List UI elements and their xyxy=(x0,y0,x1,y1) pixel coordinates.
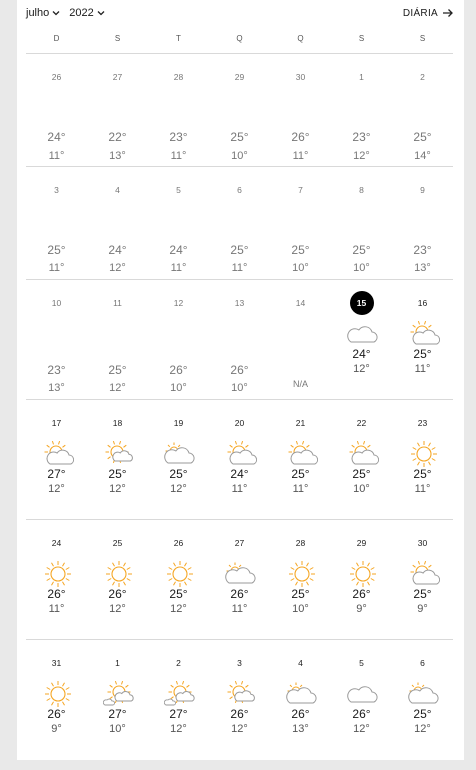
weekday-label: Q xyxy=(297,34,304,43)
weekday-label: S xyxy=(114,34,121,43)
high-temp: 26° xyxy=(47,707,66,721)
day-cell[interactable] xyxy=(392,640,453,760)
date-number: 10 xyxy=(51,298,62,308)
high-temp: 26° xyxy=(230,587,249,601)
date-number: 2 xyxy=(176,658,181,668)
low-temp: 12° xyxy=(109,382,126,394)
day-date xyxy=(331,181,392,199)
day-date xyxy=(209,181,270,199)
high-temp: 25° xyxy=(413,130,432,144)
date-number: 27 xyxy=(234,538,245,548)
day-date xyxy=(209,534,270,552)
cloud-with-sun-icon xyxy=(286,681,318,707)
day-date xyxy=(392,534,453,552)
day-cell[interactable] xyxy=(331,640,392,760)
day-cell[interactable] xyxy=(148,400,209,520)
high-temp: 23° xyxy=(169,130,188,144)
day-cell[interactable] xyxy=(270,280,331,400)
date-number: 28 xyxy=(173,72,184,82)
high-temp: 24° xyxy=(352,347,371,361)
cloud-icon xyxy=(347,681,379,707)
daily-link[interactable] xyxy=(403,8,454,19)
day-date xyxy=(148,534,209,552)
date-number: 1 xyxy=(359,72,364,82)
day-date xyxy=(148,68,209,86)
high-temp: 22° xyxy=(108,130,127,144)
low-temp: 11° xyxy=(231,262,248,274)
low-temp: 11° xyxy=(48,150,65,162)
day-cell[interactable] xyxy=(209,640,270,760)
day-date xyxy=(209,294,270,312)
day-date xyxy=(270,414,331,432)
low-temp: 13° xyxy=(292,723,309,735)
high-temp: 25° xyxy=(413,707,432,721)
day-date xyxy=(87,654,148,672)
date-number: 3 xyxy=(237,658,242,668)
weekday-label: S xyxy=(419,34,426,43)
high-temp: 26° xyxy=(352,707,371,721)
date-number: 14 xyxy=(295,298,306,308)
month-label: julho xyxy=(26,7,50,19)
day-date xyxy=(392,294,453,312)
arrow-right-icon xyxy=(442,8,454,18)
high-temp: 25° xyxy=(230,243,249,257)
day-date xyxy=(392,654,453,672)
low-temp: 10° xyxy=(109,723,126,735)
day-date xyxy=(392,414,453,432)
day-cell[interactable] xyxy=(331,400,392,520)
low-temp: 12° xyxy=(414,723,431,735)
date-number: 23 xyxy=(417,418,428,428)
day-cell[interactable] xyxy=(87,54,148,167)
low-temp: 10° xyxy=(292,603,309,615)
date-number: 4 xyxy=(298,658,303,668)
day-cell[interactable] xyxy=(209,400,270,520)
weekday-label: Q xyxy=(236,34,243,43)
high-temp: 24° xyxy=(47,130,66,144)
date-number: 5 xyxy=(359,658,364,668)
low-temp: 12° xyxy=(353,150,370,162)
partly-sunny-icon xyxy=(408,561,440,587)
date-number: 30 xyxy=(417,538,428,548)
low-temp: 11° xyxy=(231,483,248,495)
day-date xyxy=(26,654,87,672)
day-cell[interactable] xyxy=(392,400,453,520)
day-date xyxy=(87,534,148,552)
today-date xyxy=(331,294,392,312)
date-number: 31 xyxy=(51,658,62,668)
low-temp: 11° xyxy=(414,483,431,495)
high-temp: 27° xyxy=(47,467,66,481)
high-temp: 27° xyxy=(169,707,188,721)
date-number: 17 xyxy=(51,418,62,428)
week-row xyxy=(26,519,453,640)
high-temp: 25° xyxy=(291,467,310,481)
day-date xyxy=(270,294,331,312)
high-temp: 26° xyxy=(291,130,310,144)
day-date xyxy=(392,68,453,86)
date-number: 29 xyxy=(356,538,367,548)
date-number: 6 xyxy=(420,658,425,668)
low-temp: 12° xyxy=(353,363,370,375)
sun-icon xyxy=(103,561,135,587)
day-cell[interactable] xyxy=(331,520,392,640)
day-date xyxy=(331,414,392,432)
sun-behind-cloud-icon xyxy=(225,681,257,707)
high-temp: 25° xyxy=(230,130,249,144)
weekday-label: D xyxy=(53,34,60,43)
low-temp: 11° xyxy=(170,150,187,162)
calendar-header xyxy=(26,2,454,24)
low-temp: 9° xyxy=(51,723,62,735)
high-temp: 24° xyxy=(169,243,188,257)
weekday-label: T xyxy=(176,34,181,43)
date-number: 25 xyxy=(112,538,123,548)
high-temp: 25° xyxy=(108,363,127,377)
low-temp: 12° xyxy=(170,603,187,615)
sun-icon xyxy=(408,441,440,467)
chevron-down-icon xyxy=(96,8,106,18)
day-date xyxy=(26,534,87,552)
day-cell[interactable] xyxy=(209,167,270,280)
year-label: 2022 xyxy=(69,7,94,19)
day-date xyxy=(270,534,331,552)
date-number: 24 xyxy=(51,538,62,548)
partly-sunny-icon xyxy=(347,441,379,467)
partly-sunny-icon xyxy=(408,321,440,347)
date-number: 27 xyxy=(112,72,123,82)
low-temp: 11° xyxy=(414,363,431,375)
day-cell[interactable] xyxy=(148,167,209,280)
day-date xyxy=(87,414,148,432)
high-temp: 26° xyxy=(291,707,310,721)
day-date xyxy=(331,68,392,86)
date-number: 11 xyxy=(113,298,122,308)
week-row xyxy=(26,166,453,280)
high-temp: 26° xyxy=(352,587,371,601)
low-temp: 11° xyxy=(170,262,187,274)
sun-icon xyxy=(164,561,196,587)
day-cell[interactable] xyxy=(148,280,209,400)
day-date xyxy=(331,534,392,552)
low-temp: 13° xyxy=(109,150,126,162)
high-temp: 27° xyxy=(108,707,127,721)
day-date xyxy=(26,68,87,86)
high-temp: 25° xyxy=(413,347,432,361)
high-temp: 23° xyxy=(47,363,66,377)
day-cell[interactable] xyxy=(270,54,331,167)
high-temp: 23° xyxy=(413,243,432,257)
day-cell[interactable] xyxy=(148,54,209,167)
day-date xyxy=(26,294,87,312)
day-cell[interactable] xyxy=(270,520,331,640)
date-number: 22 xyxy=(356,418,367,428)
day-cell[interactable] xyxy=(26,167,87,280)
high-temp: 25° xyxy=(413,467,432,481)
low-temp: 10° xyxy=(231,382,248,394)
cloud-with-sun-icon xyxy=(164,441,196,467)
day-cell[interactable] xyxy=(87,167,148,280)
week-row xyxy=(26,279,453,400)
date-number: 30 xyxy=(295,72,306,82)
partly-sunny-icon xyxy=(42,441,74,467)
day-cell[interactable] xyxy=(392,167,453,280)
low-temp: 11° xyxy=(48,262,65,274)
high-temp: 25° xyxy=(352,467,371,481)
low-temp: 10° xyxy=(231,150,248,162)
day-date xyxy=(270,654,331,672)
low-temp: 12° xyxy=(109,483,126,495)
low-temp: 13° xyxy=(414,262,431,274)
high-temp: 26° xyxy=(230,363,249,377)
date-number: 12 xyxy=(173,298,184,308)
date-number: 5 xyxy=(176,185,181,195)
high-temp: 26° xyxy=(230,707,249,721)
date-number: 1 xyxy=(115,658,120,668)
partly-sunny-icon xyxy=(225,441,257,467)
low-temp: 12° xyxy=(231,723,248,735)
week-row xyxy=(26,639,453,760)
day-date xyxy=(148,654,209,672)
day-cell[interactable] xyxy=(331,54,392,167)
day-date xyxy=(209,68,270,86)
sun-showers-icon xyxy=(103,681,135,707)
calendar-panel xyxy=(17,0,464,760)
day-cell[interactable] xyxy=(26,54,87,167)
date-number: 13 xyxy=(234,298,245,308)
day-cell[interactable] xyxy=(209,520,270,640)
day-date xyxy=(87,294,148,312)
high-temp: 25° xyxy=(352,243,371,257)
day-cell[interactable] xyxy=(148,640,209,760)
day-cell[interactable] xyxy=(26,280,87,400)
cloud-with-sun-icon xyxy=(408,681,440,707)
date-number: 28 xyxy=(295,538,306,548)
day-date xyxy=(26,181,87,199)
date-number: 7 xyxy=(298,185,303,195)
low-temp: 10° xyxy=(170,382,187,394)
low-temp: 9° xyxy=(417,603,428,615)
sun-icon xyxy=(347,561,379,587)
sun-behind-cloud-icon xyxy=(103,441,135,467)
low-temp: 9° xyxy=(356,603,367,615)
week-row xyxy=(26,53,453,167)
day-cell[interactable] xyxy=(270,400,331,520)
day-cell[interactable] xyxy=(87,280,148,400)
day-cell[interactable] xyxy=(26,400,87,520)
high-temp: 24° xyxy=(108,243,127,257)
low-temp: 11° xyxy=(231,603,248,615)
sun-showers-icon xyxy=(164,681,196,707)
low-temp: 10° xyxy=(292,262,309,274)
high-temp: 26° xyxy=(108,587,127,601)
date-number: 21 xyxy=(295,418,306,428)
date-number: 15 xyxy=(350,291,374,315)
high-temp: 25° xyxy=(413,587,432,601)
day-cell[interactable] xyxy=(87,520,148,640)
high-temp: 26° xyxy=(169,363,188,377)
low-temp: 11° xyxy=(48,603,65,615)
chevron-down-icon xyxy=(51,8,61,18)
date-number: 18 xyxy=(112,418,123,428)
sun-icon xyxy=(286,561,318,587)
day-cell[interactable] xyxy=(392,520,453,640)
day-cell[interactable] xyxy=(270,640,331,760)
high-temp: 25° xyxy=(291,243,310,257)
cloud-icon xyxy=(347,321,379,347)
day-cell[interactable] xyxy=(331,167,392,280)
low-temp: 11° xyxy=(292,150,309,162)
day-date xyxy=(270,68,331,86)
day-date xyxy=(148,181,209,199)
day-date xyxy=(209,654,270,672)
day-date xyxy=(148,294,209,312)
low-temp: 10° xyxy=(353,262,370,274)
date-number: 26 xyxy=(51,72,62,82)
date-number: 6 xyxy=(237,185,242,195)
day-date xyxy=(87,181,148,199)
day-cell[interactable] xyxy=(26,520,87,640)
high-temp: 25° xyxy=(169,587,188,601)
high-temp: 25° xyxy=(291,587,310,601)
cloud-with-sun-icon xyxy=(225,561,257,587)
day-date xyxy=(270,181,331,199)
high-temp: 25° xyxy=(108,467,127,481)
low-temp: 12° xyxy=(109,262,126,274)
day-date xyxy=(87,68,148,86)
day-cell[interactable] xyxy=(270,167,331,280)
low-temp: 14° xyxy=(414,150,431,162)
date-number: 16 xyxy=(417,298,428,308)
week-row xyxy=(26,399,453,520)
day-date xyxy=(26,414,87,432)
day-date xyxy=(148,414,209,432)
day-cell[interactable] xyxy=(26,640,87,760)
not-available-label: N/A xyxy=(292,379,308,389)
date-number: 19 xyxy=(173,418,184,428)
day-cell[interactable] xyxy=(392,280,453,400)
month-select[interactable] xyxy=(26,7,61,19)
day-cell[interactable] xyxy=(87,640,148,760)
day-cell[interactable] xyxy=(148,520,209,640)
low-temp: 12° xyxy=(353,723,370,735)
low-temp: 12° xyxy=(109,603,126,615)
low-temp: 13° xyxy=(48,382,65,394)
date-number: 4 xyxy=(115,185,120,195)
day-cell[interactable] xyxy=(209,280,270,400)
date-number: 20 xyxy=(234,418,245,428)
day-cell[interactable] xyxy=(209,54,270,167)
daily-label: DIÁRIA xyxy=(402,7,438,19)
weekday-label: S xyxy=(358,34,365,43)
low-temp: 11° xyxy=(292,483,309,495)
date-number: 8 xyxy=(359,185,364,195)
day-cell[interactable] xyxy=(331,280,392,400)
low-temp: 12° xyxy=(48,483,65,495)
high-temp: 25° xyxy=(169,467,188,481)
partly-sunny-icon xyxy=(286,441,318,467)
low-temp: 10° xyxy=(353,483,370,495)
day-date xyxy=(209,414,270,432)
high-temp: 26° xyxy=(47,587,66,601)
date-number: 2 xyxy=(420,72,425,82)
day-cell[interactable] xyxy=(87,400,148,520)
date-number: 26 xyxy=(173,538,184,548)
sun-icon xyxy=(42,681,74,707)
day-cell[interactable] xyxy=(392,54,453,167)
weekday-header xyxy=(26,34,453,48)
low-temp: 12° xyxy=(170,483,187,495)
date-selectors xyxy=(26,7,106,19)
high-temp: 24° xyxy=(230,467,249,481)
low-temp: 12° xyxy=(170,723,187,735)
day-date xyxy=(392,181,453,199)
day-date xyxy=(331,654,392,672)
date-number: 3 xyxy=(54,185,59,195)
date-number: 29 xyxy=(234,72,245,82)
date-number: 9 xyxy=(420,185,425,195)
sun-icon xyxy=(42,561,74,587)
high-temp: 25° xyxy=(47,243,66,257)
high-temp: 23° xyxy=(352,130,371,144)
year-select[interactable] xyxy=(69,7,105,19)
